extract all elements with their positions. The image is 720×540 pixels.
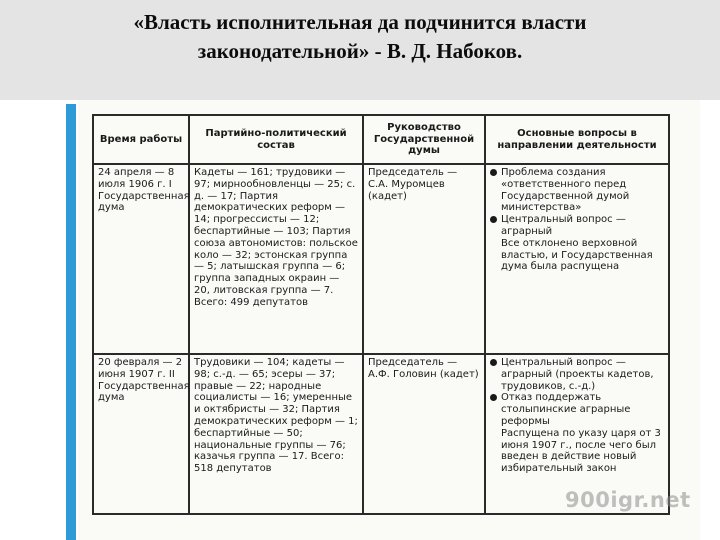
issue-item [490,167,664,214]
cell-leader: Председатель — А.Ф. Головин (кадет) [363,354,485,514]
header-leadership: Руководство Государственной думы [363,115,485,164]
issue-text: Проблема создания «ответственного перед Государственной думой министерства» [501,167,630,214]
issue-text: Центральный вопрос — аграрный (проекты кадетов, трудовиков, с.-д.) [501,357,654,392]
bullet-icon [490,359,497,366]
issue-text: Отказ поддержать столыпинские аграрные реформы [501,392,631,427]
title-line-2: законодательной» - В. Д. Набоков. [197,39,523,63]
cell-period: 20 февраля — 2 июня 1907 г. II Государственная дума [93,354,189,514]
issue-note: Распущена по указу царя от 3 июня 1907 г., после чего был введен в действие новый избирательный закон [501,427,661,475]
issue-item [490,392,664,427]
cell-parties: Трудовики — 104; кадеты — 98; с.-д. — 65; эсеры — 37; правые — 22; народные социалисты — 16; умеренные и октябристы — 32; Партия демократических реформ — 1; беспартийные — 50; национальные группы — 76; казачья группа — 17. Всего: 518 депутатов [189,354,363,514]
watermark-logo: 900igr.net [565,488,691,512]
slide-title [60,8,660,66]
issue-item [490,357,664,392]
cell-issues [485,164,669,354]
cell-period: 24 апреля — 8 июля 1906 г. I Государственная дума [93,164,189,354]
bullet-icon [490,394,497,401]
table-header-row [93,115,669,164]
bullet-icon [490,216,497,223]
issue-text: Центральный вопрос — аграрный [501,214,626,237]
title-line-1: «Власть исполнительная да подчинится власти [133,10,587,34]
scanned-page [78,100,700,540]
slide-header [0,0,720,100]
issue-note: Все отклонено верховной властью, и Государственная дума была распущена [501,237,653,273]
cell-parties: Кадеты — 161; трудовики — 97; мирнообновленцы — 25; с. д. — 17; Партия демократических реформ — 14; прогрессисты — 12; беспартийные — 103; Партия союза автономистов: польское коло — 32; эстонская группа — 5; латышская группа — 6; группа западных окраин — 20, литовская группа — 7. Всего: 499 депутатов [189,164,363,354]
bullet-icon [490,169,497,176]
header-period: Время работы [93,115,189,164]
issue-item [490,214,664,238]
table-row [93,164,669,354]
accent-bar [66,104,76,540]
header-issues: Основные вопросы в направлении деятельности [485,115,669,164]
duma-table [92,114,670,515]
cell-leader: Председатель — С.А. Муромцев (кадет) [363,164,485,354]
header-parties: Партийно-политический состав [189,115,363,164]
